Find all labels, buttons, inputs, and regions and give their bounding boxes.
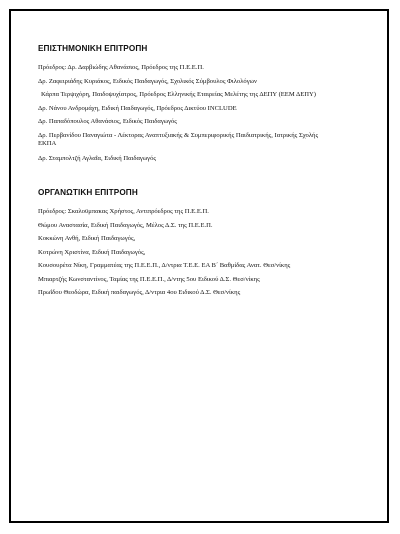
scientific-committee-member: Δρ. Ζαφειριάδης Κυριάκος, Ειδικός Παιδαγωγός, Σχολικός Σύμβουλος Φιλολόγων [38,77,257,85]
organizing-committee-member: Μπιαρτζής Κωνσταντίνος, Ταμίας της Π.Ε.Ε.Π., Δ/ντης 5ου Ειδικού Δ.Σ. Θεσ/νίκης [38,275,260,283]
scientific-committee-member: Δρ. Σταμπολτζή Αγλαΐα, Ειδική Παιδαγωγός [38,154,156,162]
organizing-committee-member: Πρόεδρος: Σκαλοϋμπακας Χρήστος, Αντιπρόεδρος της Π.Ε.Ε.Π. [38,208,209,215]
scientific-committee-member: Δρ. Παπαδόπουλος Αθανάσιος, Ειδικός Παιδαγωγός [38,118,177,125]
organizing-committee-member: Θώμου Αναστασία, Ειδική Παιδαγωγός, Μέλος Δ.Σ. της Π.Ε.Ε.Π. [38,221,213,229]
scientific-committee-member: Δρ. Νάνου Ανδρομάχη, Ειδική Παιδαγωγός, Πρόεδρος Δικτύου INCLUDE [38,104,237,112]
organizing-committee-member: Κουσουρέτα Νίκη, Γραμματέας της Π.Ε.Ε.Π., Δ/ντρια Τ.Ε.Ε. ΕΑ Β΄ Βαθμίδας Ανατ. Θεσ/νίκης [38,262,291,269]
scientific-committee-heading: ΕΠΙΣΤΗΜΟΝΙΚΗ ΕΠΙΤΡΟΠΗ [38,44,148,53]
scientific-committee-section [38,44,378,168]
organizing-committee-member: Πρωΐδου Θεοδώρα, Ειδική παιδαγωγός, Δ/ντρια 4ου Ειδικού Δ.Σ. Θεσ/νίκης [38,289,241,296]
scientific-committee-member: Πρόεδρος: Δρ. Δαρβιώδης Αθανάσιος, Πρόεδρος της Π.Ε.Ε.Π. [38,64,204,71]
organizing-committee-section [38,188,378,303]
scientific-committee-member: Κάρπα Τερψιχόρη, Παιδοψυχίατρος, Πρόεδρος Ελληνικής Εταιρείας Μελέτης της ΔΕΠΥ (ΕΕΜ ΔΕΠΥ) [41,91,316,98]
scientific-committee-member: Δρ. Περβανίδου Παναγιώτα - Λέκτορας Αναπτυξιακής & Συμπεριφορικής Παιδιατρικής, Ιατρικής Σχολής ΕΚΠΑ [38,131,319,147]
organizing-committee-member: Κοκκώνη Ανθή, Ειδική Παιδαγωγός, [38,235,136,242]
organizing-committee-member: Κοτρώνη Χριστίνα, Ειδική Παιδαγωγός, [38,248,146,256]
organizing-committee-heading: ΟΡΓΑΝΩΤΙΚΗ ΕΠΙΤΡΟΠΗ [38,188,138,197]
